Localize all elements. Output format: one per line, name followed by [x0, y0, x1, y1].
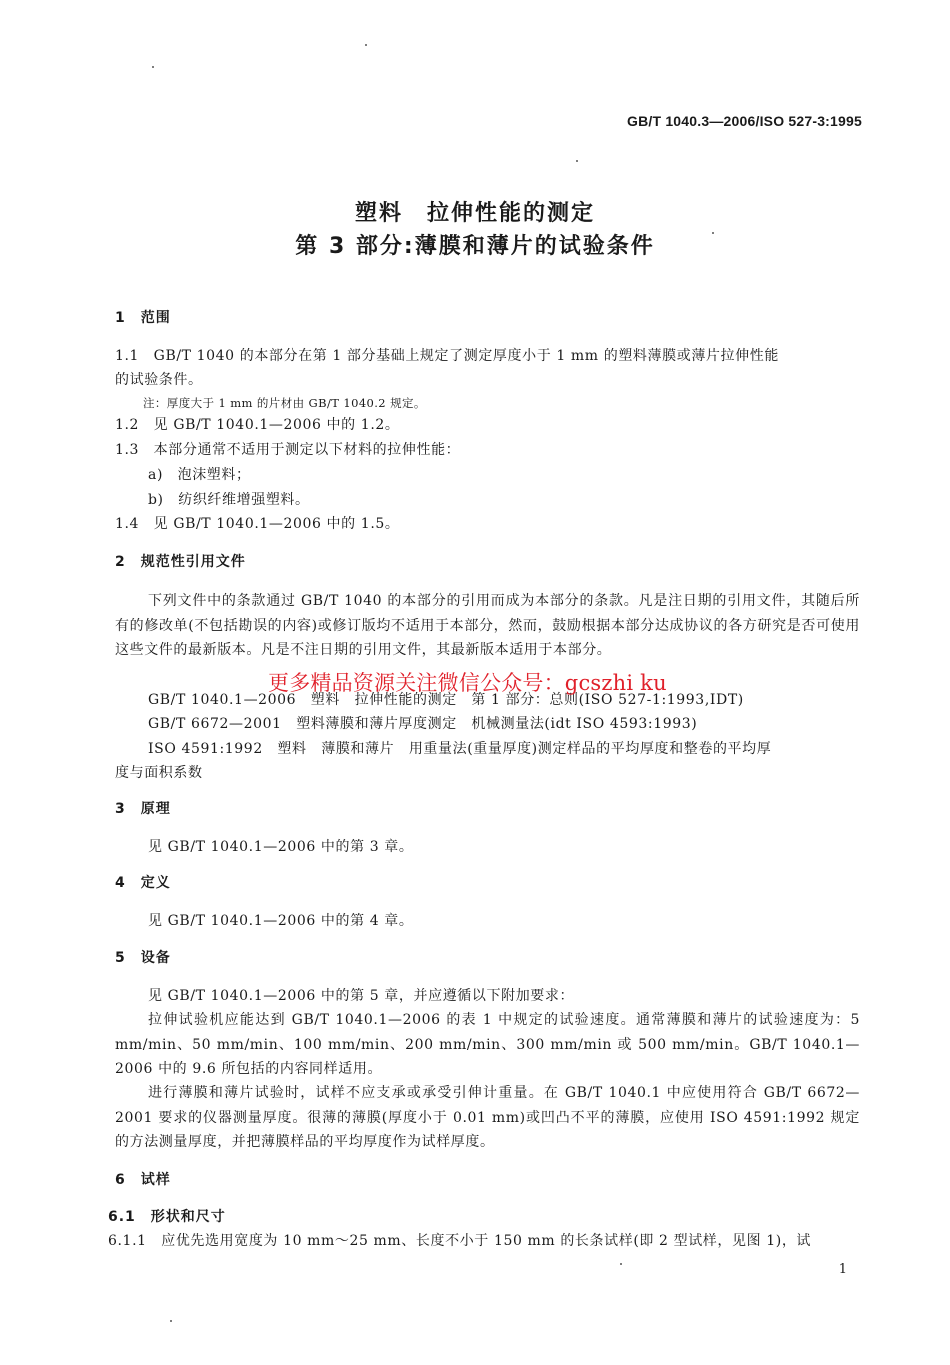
watermark-text: 更多精品资源关注微信公众号：gcszhi ku	[268, 671, 667, 695]
document-title: 塑料 拉伸性能的测定	[354, 201, 595, 226]
definitions-text: 见 GB/T 1040.1—2006 中的第 4 章。	[148, 913, 414, 929]
clause-1-1-cont: 的试验条件。	[115, 372, 203, 388]
reference-2: GB/T 6672—2001 塑料薄膜和薄片厚度测定 机械测量法(idt ISO 4593:1993)	[148, 716, 698, 732]
document-subtitle: 第 3 部分:薄膜和薄片的试验条件	[295, 234, 655, 259]
list-item-b: b) 纺织纤维增强塑料。	[148, 492, 310, 508]
apparatus-para-2: 进行薄膜和薄片试验时，试样不应支承或承受引伸计重量。在 GB/T 1040.1 中应使用符合 GB/T 6672—2001 要求的仪器测量厚度。很薄的薄膜(厚度小于 0.01 mm)或凹凸不平的薄膜，应使用 ISO 4591:1992 规定的方法测量厚度，并把薄膜样品的平均厚度作为试样厚度。	[115, 1085, 860, 1150]
clause-1-4: 1.4 见 GB/T 1040.1—2006 中的 1.5。	[115, 516, 400, 532]
clause-6-1-1: 6.1.1 应优先选用宽度为 10 mm～25 mm、长度不小于 150 mm 的长条试样(即 2 型试样，见图 1)，试	[108, 1233, 812, 1249]
section-heading-specimens: 6 试样	[115, 1172, 171, 1188]
note: 注：厚度大于 1 mm 的片材由 GB/T 1040.2 规定。	[143, 396, 426, 410]
scan-speck	[576, 160, 578, 162]
subsection-heading-shape: 6.1 形状和尺寸	[108, 1209, 226, 1225]
principle-text: 见 GB/T 1040.1—2006 中的第 3 章。	[148, 839, 414, 855]
apparatus-para-1: 拉伸试验机应能达到 GB/T 1040.1—2006 的表 1 中规定的试验速度。通常薄膜和薄片的试验速度为：5 mm/min、50 mm/min、100 mm/min、200 mm/min、300 mm/min 或 500 mm/min。GB/T 1040.1—2006 中的 9.6 所包括的内容同样适用。	[115, 1012, 860, 1077]
list-item-a: a) 泡沫塑料；	[148, 467, 251, 483]
clause-1-1: 1.1 GB/T 1040 的本部分在第 1 部分基础上规定了测定厚度小于 1 mm 的塑料薄膜或薄片拉伸性能	[115, 348, 779, 364]
apparatus-intro: 见 GB/T 1040.1—2006 中的第 5 章，并应遵循以下附加要求：	[148, 988, 575, 1004]
section-heading-definitions: 4 定义	[115, 875, 171, 891]
clause-1-2: 1.2 见 GB/T 1040.1—2006 中的 1.2。	[115, 417, 400, 433]
reference-3-cont: 度与面积系数	[115, 765, 203, 781]
references-intro: 下列文件中的条款通过 GB/T 1040 的本部分的引用而成为本部分的条款。凡是注日期的引用文件，其随后所有的修改单(不包括勘误的内容)或修订版均不适用于本部分，然而，鼓励根据本部分达成协议的各方研究是否可使用这些文件的最新版本。凡是不注日期的引用文件，其最新版本适用于本部分。	[115, 593, 860, 658]
section-heading-references: 2 规范性引用文件	[115, 554, 246, 570]
clause-1-3: 1.3 本部分通常不适用于测定以下材料的拉伸性能：	[115, 442, 461, 458]
page-number: 1	[838, 1262, 847, 1277]
reference-1: GB/T 1040.1—2006 塑料 拉伸性能的测定 第 1 部分：总则(ISO 527-1:1993,IDT)	[148, 692, 744, 708]
scan-speck	[620, 1263, 622, 1265]
section-heading-scope: 1 范围	[115, 310, 171, 326]
section-heading-apparatus: 5 设备	[115, 950, 171, 966]
scan-speck	[365, 44, 367, 46]
scan-speck	[712, 232, 714, 234]
reference-3: ISO 4591:1992 塑料 薄膜和薄片 用重量法(重量厚度)测定样品的平均厚度和整卷的平均厚	[148, 741, 772, 757]
scan-speck	[152, 66, 154, 68]
standard-number: GB/T 1040.3—2006/ISO 527-3:1995	[626, 113, 862, 129]
scan-speck	[170, 1320, 172, 1322]
section-heading-principle: 3 原理	[115, 801, 171, 817]
